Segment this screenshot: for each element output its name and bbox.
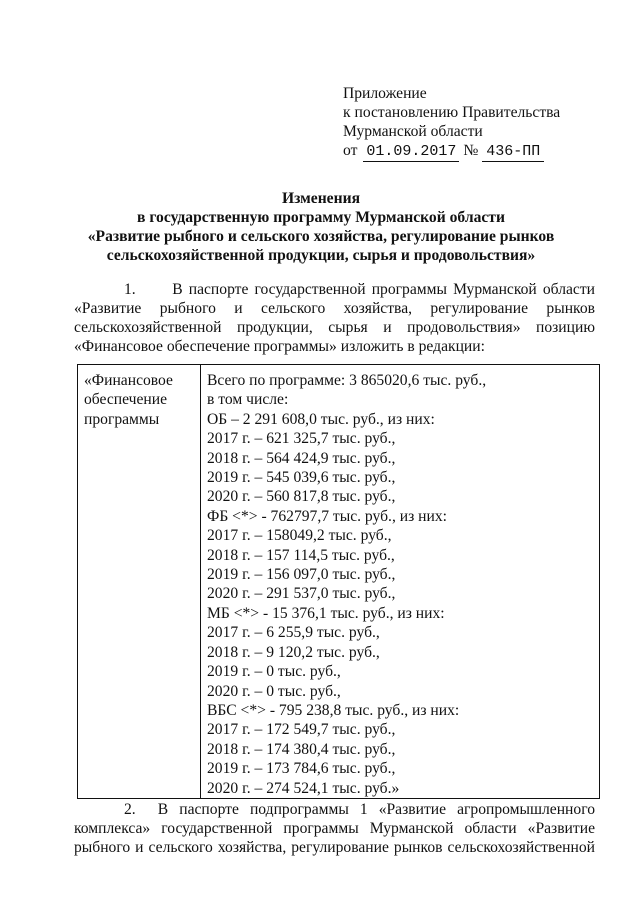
- title-line-1: Изменения: [281, 190, 361, 207]
- financing-line: 2020 г. – 291 537,0 тыс. руб.,: [207, 585, 396, 603]
- financing-line: 2020 г. – 274 524,1 тыс. руб.»: [207, 779, 400, 797]
- financing-line: ОБ – 2 291 608,0 тыс. руб., из них:: [207, 410, 435, 428]
- financing-line: 2017 г. – 6 255,9 тыс. руб.,: [207, 624, 380, 642]
- paragraph-2: [74, 800, 595, 857]
- financing-line: МБ <*> - 15 376,1 тыс. руб., из них:: [207, 604, 445, 622]
- paragraph-1-line: 1. В паспорте государственной программы Мурманской области: [124, 281, 595, 298]
- financing-line: в том числе:: [207, 391, 289, 409]
- financing-line: 2019 г. – 545 039,6 тыс. руб.,: [207, 469, 396, 487]
- financing-line: 2019 г. – 0 тыс. руб.,: [207, 663, 341, 681]
- paragraph-2-number: 2.: [124, 801, 136, 818]
- document-title: [70, 189, 572, 265]
- paragraph-1-line: сельскохозяйственной продукции, сырья и продовольствия» позицию: [74, 319, 595, 336]
- financing-line: 2019 г. – 156 097,0 тыс. руб.,: [207, 566, 396, 584]
- financing-line: 2020 г. – 0 тыс. руб.,: [207, 682, 341, 700]
- resolution-date: 01.09.2017: [363, 142, 459, 162]
- paragraph-1-line: «Развитие рыбного и сельского хозяйства, регулирование рынков: [74, 300, 595, 317]
- position-label-line: программы: [84, 410, 160, 428]
- position-label-line: «Финансовое: [84, 372, 173, 389]
- title-line-2: в государственную программу Мурманской области: [137, 209, 505, 226]
- position-label-cell: [78, 365, 201, 799]
- annex-header: [343, 84, 560, 162]
- financing-line: 2017 г. – 621 325,7 тыс. руб.,: [207, 430, 396, 448]
- table-row: [78, 365, 600, 799]
- financing-values-cell: [201, 365, 600, 799]
- financing-table: [77, 364, 600, 799]
- financing-line: 2018 г. – 564 424,9 тыс. руб.,: [207, 449, 396, 467]
- title-line-3: «Развитие рыбного и сельского хозяйства, регулирование рынков: [87, 228, 555, 245]
- paragraph-1-number: 1.: [124, 281, 136, 298]
- annex-date-line: [343, 141, 560, 162]
- financing-line: ФБ <*> - 762797,7 тыс. руб., из них:: [207, 507, 447, 525]
- annex-line-1: Приложение: [343, 85, 427, 102]
- financing-line: Всего по программе: 3 865020,6 тыс. руб.,: [207, 372, 487, 389]
- financing-line: 2019 г. – 173 784,6 тыс. руб.,: [207, 760, 396, 778]
- paragraph-2-line: комплекса» государственной программы Мурманской области «Развитие: [74, 820, 595, 837]
- resolution-number: 436-ПП: [482, 142, 544, 162]
- number-label: №: [463, 142, 479, 159]
- financing-line: 2020 г. – 560 817,8 тыс. руб.,: [207, 488, 396, 506]
- financing-line: 2018 г. – 174 380,4 тыс. руб.,: [207, 740, 396, 758]
- title-line-4: сельскохозяйственной продукции, сырья и продовольствия»: [106, 247, 536, 264]
- position-label-line: обеспечение: [84, 391, 168, 409]
- financing-line: 2018 г. – 9 120,2 тыс. руб.,: [207, 643, 380, 661]
- paragraph-1-line: «Финансовое обеспечение программы» изложить в редакции:: [74, 338, 485, 355]
- financing-line: 2017 г. – 172 549,7 тыс. руб.,: [207, 721, 396, 739]
- paragraph-1: [74, 280, 595, 356]
- from-label: от: [343, 142, 358, 159]
- paragraph-2-line: 2. В паспорте подпрограммы 1 «Развитие агропромышленного: [124, 801, 595, 818]
- annex-line-3: Мурманской области: [343, 123, 483, 140]
- paragraph-2-line: рыбного и сельского хозяйства, регулирование рынков сельскохозяйственной: [74, 839, 595, 856]
- financing-line: 2018 г. – 157 114,5 тыс. руб.,: [207, 546, 395, 564]
- financing-line: ВБС <*> - 795 238,8 тыс. руб., из них:: [207, 701, 460, 719]
- financing-line: 2017 г. – 158049,2 тыс. руб.,: [207, 527, 392, 545]
- annex-line-2: к постановлению Правительства: [343, 104, 561, 121]
